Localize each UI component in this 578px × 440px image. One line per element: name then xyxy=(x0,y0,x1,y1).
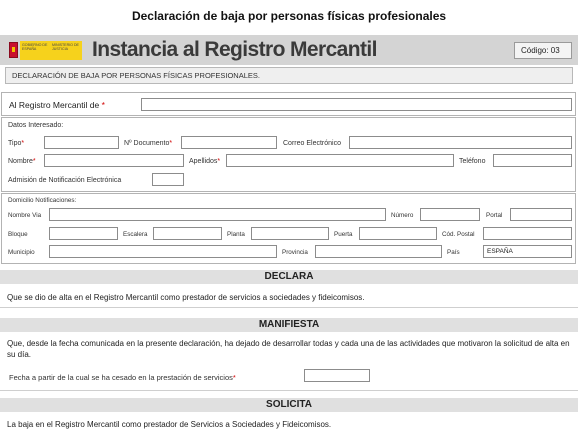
bloque-input[interactable] xyxy=(49,227,118,240)
page-title: Declaración de baja por personas físicas profesionales xyxy=(131,9,447,23)
escalera-label: Escalera xyxy=(123,231,148,238)
provincia-input[interactable] xyxy=(315,245,442,258)
apellidos-input[interactable] xyxy=(226,154,454,167)
gov-line-ministerio: MINISTERIO DE JUSTICIA xyxy=(52,43,79,52)
admision-input[interactable] xyxy=(152,173,184,186)
divider xyxy=(0,390,578,391)
pais-label: País xyxy=(447,249,460,256)
planta-label: Planta xyxy=(227,231,245,238)
portal-label: Portal xyxy=(486,212,503,219)
bloque-label: Bloque xyxy=(8,231,28,238)
num-documento-label: Nº Documento* xyxy=(124,140,173,147)
municipio-label: Municipio xyxy=(8,249,35,256)
tipo-label: Tipo* xyxy=(8,140,25,147)
datos-interesado-heading: Datos Interesado: xyxy=(8,122,64,129)
fecha-cese-label: Fecha a partir de la cual se ha cesado en la prestación de servicios* xyxy=(9,373,236,382)
pais-input[interactable]: ESPAÑA xyxy=(483,245,572,258)
form-code: Código: 03 xyxy=(514,42,572,59)
nombre-via-label: Nombre Via xyxy=(8,212,42,219)
numero-input[interactable] xyxy=(420,208,480,221)
telefono-label: Teléfono xyxy=(459,158,486,165)
provincia-label: Provincia xyxy=(282,249,308,256)
registro-label: Al Registro Mercantil de * xyxy=(9,100,105,110)
admision-label: Admisión de Notificación Electrónica xyxy=(8,177,122,184)
portal-input[interactable] xyxy=(510,208,572,221)
nombre-label: Nombre* xyxy=(8,158,36,165)
gov-line-gobierno: GOBIERNO DE ESPAÑA xyxy=(22,43,48,52)
tipo-input[interactable] xyxy=(44,136,119,149)
municipio-input[interactable] xyxy=(49,245,277,258)
manifiesta-heading: MANIFIESTA xyxy=(0,318,578,332)
form-heading: Instancia al Registro Mercantil xyxy=(92,38,377,61)
form-subtitle: DECLARACIÓN DE BAJA POR PERSONAS FÍSICAS PROFESIONALES. xyxy=(5,67,573,84)
cod-postal-label: Cód. Postal xyxy=(442,231,475,238)
puerta-input[interactable] xyxy=(359,227,437,240)
domicilio-heading: Domicilio Notificaciones: xyxy=(8,197,77,204)
fecha-cese-input[interactable] xyxy=(304,369,370,382)
apellidos-label: Apellidos* xyxy=(189,158,221,165)
nombre-input[interactable] xyxy=(44,154,184,167)
numero-label: Número xyxy=(391,212,414,219)
declara-heading: DECLARA xyxy=(0,270,578,284)
telefono-input[interactable] xyxy=(493,154,572,167)
escalera-input[interactable] xyxy=(153,227,222,240)
declara-text: Que se dio de alta en el Registro Mercantil como prestador de servicios a sociedades y fideicomisos. xyxy=(7,293,365,302)
planta-input[interactable] xyxy=(251,227,329,240)
nombre-via-input[interactable] xyxy=(49,208,386,221)
solicita-heading: SOLICITA xyxy=(0,398,578,412)
divider xyxy=(0,307,578,308)
coat-of-arms-icon xyxy=(9,42,18,58)
manifiesta-text: Que, desde la fecha comunicada en la presente declaración, ha dejado de desarrollar todas y cada una de las actividades que motivaron la solicitud de alta en su día. xyxy=(7,339,570,359)
correo-input[interactable] xyxy=(349,136,572,149)
government-logo xyxy=(20,41,82,60)
cod-postal-input[interactable] xyxy=(483,227,572,240)
correo-label: Correo Electrónico xyxy=(283,140,341,147)
required-mark: * xyxy=(101,100,105,110)
solicita-text: La baja en el Registro Mercantil como prestador de Servicios a Sociedades y Fideicomisos. xyxy=(7,420,332,429)
registro-mercantil-input[interactable] xyxy=(141,98,572,111)
puerta-label: Puerta xyxy=(334,231,353,238)
num-documento-input[interactable] xyxy=(181,136,277,149)
